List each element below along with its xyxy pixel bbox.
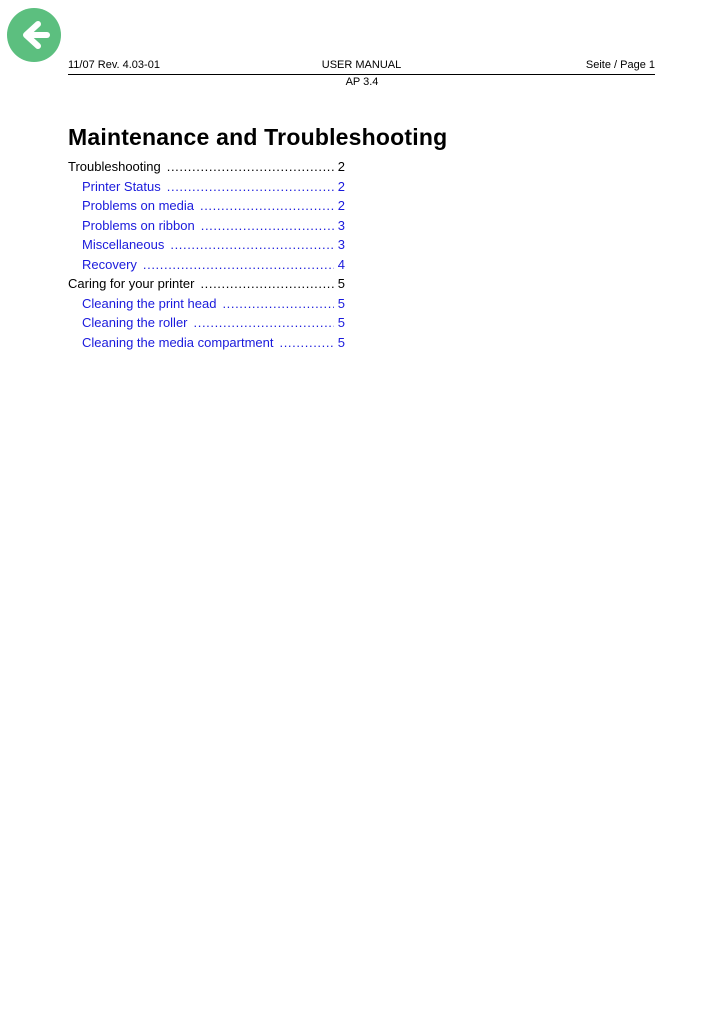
toc-link-printer-status[interactable]	[68, 177, 345, 197]
toc-dot-leader	[200, 196, 334, 216]
toc-entry-page[interactable]: 5	[337, 334, 345, 350]
toc-entry-page: 5	[337, 276, 345, 291]
toc-entry-page[interactable]: 2	[337, 178, 345, 194]
page-number-label: Seite / Page 1	[585, 59, 655, 71]
toc-entry-label[interactable]: Problems on ribbon	[82, 217, 195, 233]
toc-entry-page[interactable]: 3	[337, 217, 345, 233]
toc-entry-troubleshooting	[68, 157, 345, 177]
toc-entry-page[interactable]: 5	[337, 315, 345, 330]
toc-entry-label: Troubleshooting	[68, 159, 161, 174]
toc-link-recovery[interactable]	[68, 255, 345, 275]
toc-dot-leader	[280, 333, 334, 353]
product-label: AP 3.4	[345, 76, 379, 88]
toc-entry-label: Caring for your printer	[68, 276, 195, 291]
toc-entry-page[interactable]: 4	[337, 256, 345, 272]
arrow-left-icon	[7, 8, 61, 62]
toc-entry-label[interactable]: Cleaning the media compartment	[82, 334, 274, 350]
toc-dot-leader	[170, 235, 333, 255]
toc-entry-page[interactable]: 3	[337, 237, 345, 252]
toc-link-miscellaneous[interactable]	[68, 235, 345, 255]
toc-entry-label[interactable]: Recovery	[82, 256, 137, 272]
toc-dot-leader	[200, 274, 333, 294]
toc-dot-leader	[143, 255, 334, 275]
page-title: Maintenance and Troubleshooting	[68, 124, 448, 150]
back-button[interactable]	[7, 8, 61, 62]
toc-link-cleaning-print-head[interactable]	[68, 294, 345, 314]
toc-entry-page: 2	[337, 159, 345, 174]
document-type-label: USER MANUAL	[321, 59, 402, 71]
toc-link-problems-on-ribbon[interactable]	[68, 216, 345, 236]
toc-entry-page[interactable]: 5	[337, 295, 345, 311]
toc-entry-label[interactable]: Cleaning the roller	[82, 315, 188, 330]
toc-link-problems-on-media[interactable]	[68, 196, 345, 216]
toc-dot-leader	[194, 313, 334, 333]
toc-link-cleaning-roller[interactable]	[68, 313, 345, 333]
toc-dot-leader	[167, 157, 334, 177]
toc-entry-label[interactable]: Miscellaneous	[82, 237, 165, 252]
toc-entry-label[interactable]: Cleaning the print head	[82, 295, 217, 311]
toc-link-cleaning-media-compartment[interactable]	[68, 333, 345, 353]
page-header	[68, 58, 655, 75]
toc-dot-leader	[201, 216, 334, 236]
toc-entry-page[interactable]: 2	[337, 198, 345, 213]
toc-dot-leader	[167, 177, 334, 197]
toc-entry-caring-for-printer	[68, 274, 345, 294]
toc-entry-label[interactable]: Printer Status	[82, 178, 161, 194]
table-of-contents	[68, 157, 345, 352]
revision-label: 11/07 Rev. 4.03-01	[68, 59, 160, 71]
toc-dot-leader	[222, 294, 333, 314]
toc-entry-label[interactable]: Problems on media	[82, 198, 194, 213]
